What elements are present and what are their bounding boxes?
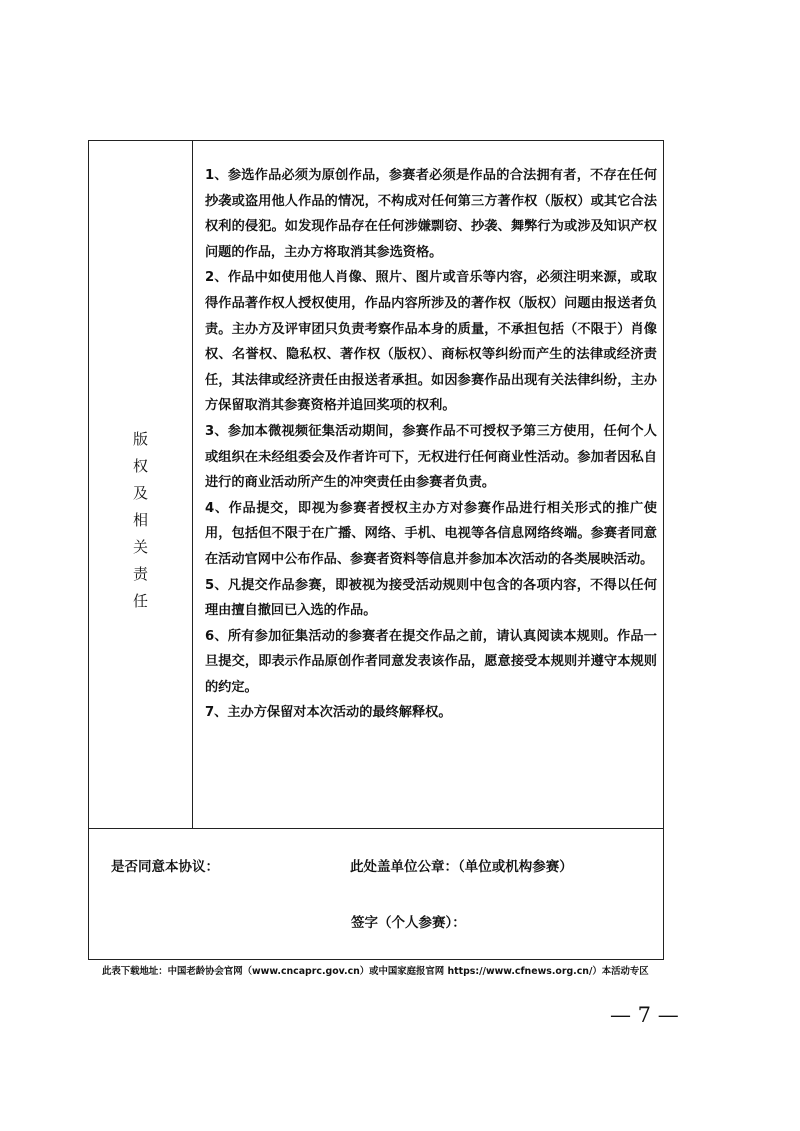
signature-row xyxy=(89,829,663,959)
term-item-7: 7、主办方保留对本次活动的最终解释权。 xyxy=(205,705,452,721)
term-item-2: 2、作品中如使用他人肖像、照片、图片或音乐等内容，必须注明来源，或取得作品著作权人授权使用，作品内容所涉及的著作权（版权）问题由报送者负责。主办方及评审团只负责考察作品本身的质量，不承担包括（不限于）肖像权、名誉权、隐私权、著作权（版权）、商标权等纠纷而产生的法律或经济责任，其法律或经济责任由报送者承担。如因参赛作品出现有关法律纠纷，主办方保留取消其参赛资格并追回奖项的权利。 xyxy=(205,270,657,414)
page-number: — 7 — xyxy=(610,1003,679,1027)
term-item-4: 4、作品提交，即视为参赛者授权主办方对参赛作品进行相关形式的推广使用，包括但不限于在广播、网络、手机、电视等各信息网络终端。参赛者同意在活动官网中公布作品、参赛者资料等信息并参加本次活动的各类展映活动。 xyxy=(205,500,657,567)
signature-label: 签字（个人参赛）： xyxy=(351,915,466,931)
section-label-cell xyxy=(89,141,193,828)
agree-label: 是否同意本协议： xyxy=(111,859,219,875)
term-item-6: 6、所有参加征集活动的参赛者在提交作品之前，请认真阅读本规则。作品一旦提交，即表示作品原创作者同意发表该作品，愿意接受本规则并遵守本规则的约定。 xyxy=(205,628,657,695)
section-label-char: 相 xyxy=(132,511,148,529)
seal-label: 此处盖单位公章：（单位或机构参赛） xyxy=(350,859,573,875)
section-label-char: 权 xyxy=(132,457,148,475)
download-note: 此表下载地址：中国老龄协会官网（www.cncaprc.gov.cn）或中国家庭报官网 https://www.cfnews.org.cn/）本活动专区 xyxy=(102,966,649,977)
terms-content xyxy=(205,163,657,726)
section-label-char: 版 xyxy=(132,430,148,448)
section-label-char: 任 xyxy=(132,592,148,610)
term-item-3: 3、参加本微视频征集活动期间，参赛作品不可授权予第三方使用，任何个人或组织在未经组委会及作者许可下，无权进行任何商业性活动。参加者因私自进行的商业活动所产生的冲突责任由参赛者负责。 xyxy=(205,423,657,491)
rights-table xyxy=(88,140,664,960)
section-label-char: 及 xyxy=(132,484,148,502)
section-label-char: 关 xyxy=(132,538,148,556)
section-label-char: 责 xyxy=(132,565,148,583)
section-label xyxy=(89,426,192,615)
term-item-5: 5、凡提交作品参赛，即被视为接受活动规则中包含的各项内容，不得以任何理由擅自撤回已入选的作品。 xyxy=(205,577,657,619)
term-item-1: 1、参选作品必须为原创作品，参赛者必须是作品的合法拥有者，不存在任何抄袭或盗用他人作品的情况，不构成对任何第三方著作权（版权）或其它合法权利的侵犯。如发现作品存在任何涉嫌剽窃、抄袭、舞弊行为或涉及知识产权问题的作品，主办方将取消其参选资格。 xyxy=(205,168,657,260)
